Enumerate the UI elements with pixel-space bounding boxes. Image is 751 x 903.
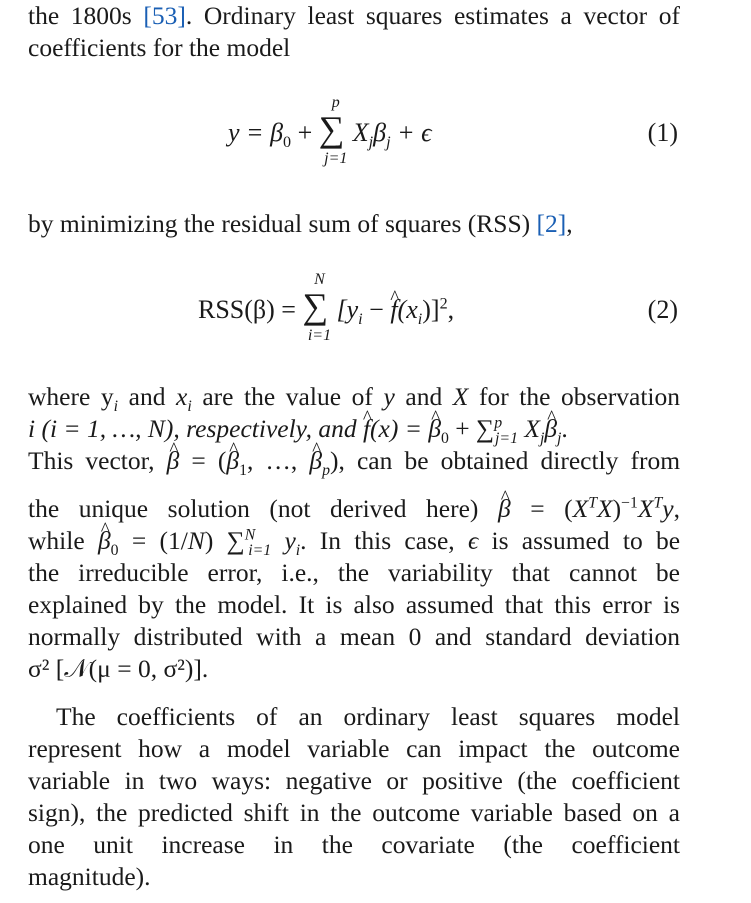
eq2-y-sub: i <box>358 311 363 329</box>
eq1-plus: + <box>291 118 319 147</box>
eq2-summation <box>302 271 336 344</box>
text-line-15: variable in two ways: negative or positive (the coefficient <box>28 766 680 795</box>
eq2-lhs: RSS(β) = <box>198 295 303 324</box>
text-line-10: explained by the model. It is also assumed that this error is <box>28 590 680 619</box>
eq1-summation <box>318 94 353 167</box>
equation-2-number: (2) <box>647 295 678 324</box>
eq2-sum-upper: N <box>314 271 325 288</box>
eq1-beta-sub: j <box>386 134 391 152</box>
equation-1-number: (1) <box>647 118 678 147</box>
eq1-tail: + ϵ <box>390 118 432 147</box>
text-line-5: i (i = 1, …, N), respectively, and ^ f(x) = ^ $\beta_0 + \sum^p_{j=1}$ $X_j\^{}$ $\beta_j$. <box>28 413 680 445</box>
text-line-11: normally distributed with a mean 0 and standard deviation <box>28 622 680 651</box>
text-span: , <box>566 209 573 238</box>
eq2-fhat: ^ f <box>390 295 397 325</box>
eq2-y: [y <box>336 295 359 324</box>
citation-link-53[interactable]: [53] <box>143 1 186 30</box>
text-line-6: This vector, ^ β = (^ $\beta_1$, …, ^ $\beta_p$), can be obtained directly from <box>28 445 680 477</box>
text-span: This vector, <box>28 446 155 475</box>
text-line-9: the irreducible error, i.e., the variability that cannot be <box>28 558 680 587</box>
eq1-beta: β <box>373 118 387 147</box>
eq1-lhs: y = β <box>228 118 284 147</box>
text-span: the 1800s <box>28 1 132 30</box>
eq2-arg-sub: i <box>417 311 423 329</box>
eq2-arg: (x <box>397 295 418 324</box>
eq1-sum-lower: j=1 <box>324 150 348 167</box>
equation-1-body <box>228 94 432 167</box>
equation-1 <box>28 94 680 190</box>
text-line-4: where $y_i$ and $x_i$ are the value of y and X for the observation <box>28 382 680 416</box>
text-line-18: magnitude). <box>28 862 151 891</box>
text-line-7: the unique solution (not derived here) ^ $\beta = (X^TX)^{-1}X^Ty$, <box>28 493 680 525</box>
text-line-14: represent how a model variable can impact the outcome <box>28 734 680 763</box>
text-line-2: coefficients for the model <box>28 33 291 62</box>
text-span: . Ordinary least squares estimates a vector of <box>185 1 681 30</box>
eq1-lhs-sub: 0 <box>283 134 292 152</box>
text-span: i (i = 1, …, N), respectively, and <box>28 414 357 443</box>
eq2-tail: , <box>447 295 455 324</box>
sum-sign-icon: ∑ <box>318 109 345 149</box>
text-span: by minimizing the residual sum of squares (RSS) <box>28 209 531 238</box>
text-span: the unique solution (not derived here) <box>28 494 479 523</box>
equation-2-body <box>198 271 455 344</box>
eq2-minus: − <box>362 295 391 324</box>
text-span: where y <box>28 382 114 411</box>
text-line-12: σ² [𝒩(μ = 0, σ²)]. <box>28 654 209 683</box>
eq2-close: )] <box>422 295 440 324</box>
text-span: while <box>28 526 85 555</box>
eq1-x-sub: j <box>368 134 374 152</box>
text-line-13: The coefficients of an ordinary least squares model <box>56 702 680 731</box>
eq2-power: 2 <box>439 295 448 313</box>
eq1-x: X <box>352 118 369 147</box>
eq1-sum-upper: p <box>331 94 340 111</box>
text-line-3 <box>28 208 680 240</box>
text-line-1 <box>28 0 680 32</box>
eq2-sum-lower: i=1 <box>307 327 332 344</box>
citation-link-2[interactable]: [2] <box>536 209 567 238</box>
equation-2 <box>28 271 680 365</box>
sum-sign-icon: ∑ <box>302 286 329 326</box>
text-line-17: one unit increase in the covariate (the coefficient <box>28 830 680 859</box>
text-line-16: sign), the predicted shift in the outcome variable based on a <box>28 798 680 827</box>
text-line-8: while ^ $\beta_0 = (1/N)$ ∑$^N_{i=1}$ $y_i$. In this case, ϵ is assumed to be <box>28 525 680 557</box>
